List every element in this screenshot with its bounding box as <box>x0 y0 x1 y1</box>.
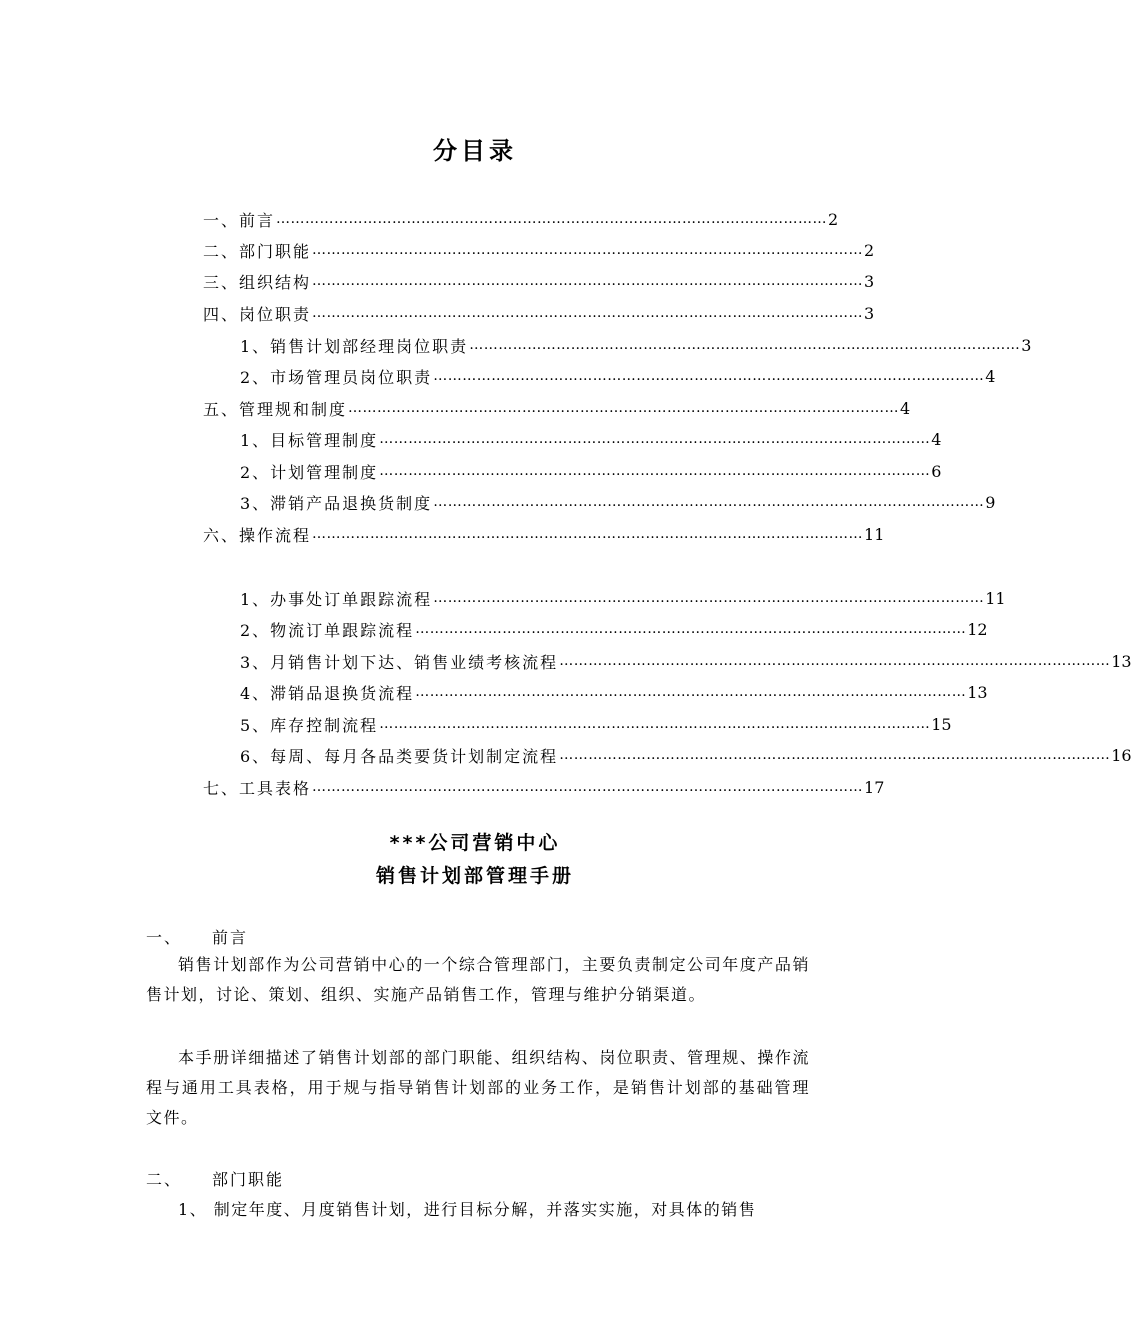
toc-entry-page: 15 <box>931 714 952 734</box>
toc-entry[interactable] <box>240 427 942 451</box>
toc-entry-label: 一、前言 <box>203 210 276 230</box>
toc-entry-page: 4 <box>900 398 911 418</box>
dot-leader: …………………………………………………………………………………………………… <box>348 400 900 416</box>
toc-entry-label: 1、办事处订单跟踪流程 <box>240 589 433 609</box>
toc-entry-page: 3 <box>864 303 875 323</box>
toc-entry-label: 4、滞销品退换货流程 <box>240 683 415 703</box>
dot-leader: …………………………………………………………………………………………………… <box>379 431 931 447</box>
toc-entry-label: 2、市场管理员岗位职责 <box>240 367 433 387</box>
toc-entry-page: 6 <box>931 461 942 481</box>
toc-entry-page: 9 <box>985 492 996 512</box>
toc-entry[interactable] <box>240 364 996 388</box>
toc-entry-label: 五、管理规和制度 <box>203 399 348 419</box>
toc-entry-page: 11 <box>864 524 885 544</box>
toc-entry-label: 2、计划管理制度 <box>240 462 379 482</box>
toc-entry-page: 3 <box>864 271 875 291</box>
dot-leader: …………………………………………………………………………………………………… <box>276 211 828 227</box>
dot-leader: …………………………………………………………………………………………………… <box>559 653 1111 669</box>
toc-entry-label: 二、部门职能 <box>203 241 312 261</box>
toc-entry-page: 17 <box>864 777 885 797</box>
company-heading: ***公司营销中心 <box>389 832 561 854</box>
section-number: 一、 <box>146 928 183 947</box>
toc-entry[interactable] <box>240 649 1132 673</box>
preface-paragraph-1: 销售计划部作为公司营销中心的一个综合管理部门，主要负责制定公司年度产品销售计划，讨论、策划、组织、实施产品销售工作，管理与维护分销渠道。 <box>146 955 810 1004</box>
dot-leader: …………………………………………………………………………………………………… <box>559 747 1111 763</box>
toc-entry-label: 四、岗位职责 <box>203 304 312 324</box>
toc-title: 分目录 <box>433 137 517 165</box>
toc-entry-page: 4 <box>931 429 942 449</box>
section-heading-preface <box>146 925 248 948</box>
toc-entry-label: 6、每周、每月各品类要货计划制定流程 <box>240 746 559 766</box>
dot-leader: …………………………………………………………………………………………………… <box>379 716 931 732</box>
toc-entry[interactable] <box>203 396 911 420</box>
dot-leader: …………………………………………………………………………………………………… <box>312 526 864 542</box>
dot-leader: …………………………………………………………………………………………………… <box>469 337 1021 353</box>
toc-entry[interactable] <box>203 269 875 293</box>
toc-entry-label: 3、月销售计划下达、销售业绩考核流程 <box>240 652 559 672</box>
toc-entry-label: 三、组织结构 <box>203 272 312 292</box>
toc-entry-page: 2 <box>864 240 875 260</box>
toc-entry[interactable] <box>240 490 996 514</box>
toc-entry-label: 2、物流订单跟踪流程 <box>240 620 415 640</box>
toc-entry-page: 2 <box>828 209 839 229</box>
toc-entry[interactable] <box>240 743 1132 767</box>
toc-entry-label: 六、操作流程 <box>203 525 312 545</box>
toc-entry-page: 4 <box>985 366 996 386</box>
toc-entry[interactable] <box>203 238 875 262</box>
toc-entry[interactable] <box>240 680 988 704</box>
section-title: 前言 <box>212 928 249 947</box>
toc-entry[interactable] <box>240 586 1006 610</box>
toc-entry-page: 13 <box>1111 651 1132 671</box>
toc-entry[interactable] <box>203 775 885 799</box>
dot-leader: …………………………………………………………………………………………………… <box>312 242 864 258</box>
section-heading-functions <box>146 1167 284 1190</box>
toc-entry[interactable] <box>240 712 952 736</box>
toc-entry[interactable] <box>240 617 988 641</box>
function-item-1: 1、 制定年度、月度销售计划，进行目标分解，并落实实施，对具体的销售 <box>178 1200 757 1219</box>
toc-entry-label: 1、目标管理制度 <box>240 430 379 450</box>
dot-leader: …………………………………………………………………………………………………… <box>433 590 985 606</box>
toc-entry[interactable] <box>240 333 1032 357</box>
dot-leader: …………………………………………………………………………………………………… <box>379 463 931 479</box>
toc-entry[interactable] <box>203 301 875 325</box>
dot-leader: …………………………………………………………………………………………………… <box>433 494 985 510</box>
section-title: 部门职能 <box>212 1170 285 1189</box>
toc-entry-page: 13 <box>967 682 988 702</box>
dot-leader: …………………………………………………………………………………………………… <box>415 621 967 637</box>
toc-entry-label: 5、库存控制流程 <box>240 715 379 735</box>
dot-leader: …………………………………………………………………………………………………… <box>312 779 864 795</box>
toc-entry-label: 七、工具表格 <box>203 778 312 798</box>
toc-entry-label: 3、滞销产品退换货制度 <box>240 493 433 513</box>
toc-entry-label: 1、销售计划部经理岗位职责 <box>240 336 469 356</box>
toc-entry[interactable] <box>203 522 885 546</box>
toc-entry-page: 12 <box>967 619 988 639</box>
toc-entry[interactable] <box>203 207 839 231</box>
dot-leader: …………………………………………………………………………………………………… <box>312 305 864 321</box>
toc-entry-page: 3 <box>1021 335 1032 355</box>
dot-leader: …………………………………………………………………………………………………… <box>433 368 985 384</box>
toc-entry[interactable] <box>240 459 942 483</box>
manual-title: 销售计划部管理手册 <box>375 865 574 887</box>
preface-paragraph-2: 本手册详细描述了销售计划部的部门职能、组织结构、岗位职责、管理规、操作流程与通用工具表格，用于规与指导销售计划部的业务工作，是销售计划部的基础管理文件。 <box>146 1048 810 1127</box>
toc-entry-page: 16 <box>1111 745 1132 765</box>
toc-entry-page: 11 <box>985 588 1006 608</box>
section-number: 二、 <box>146 1170 183 1189</box>
dot-leader: …………………………………………………………………………………………………… <box>312 273 864 289</box>
dot-leader: …………………………………………………………………………………………………… <box>415 684 967 700</box>
